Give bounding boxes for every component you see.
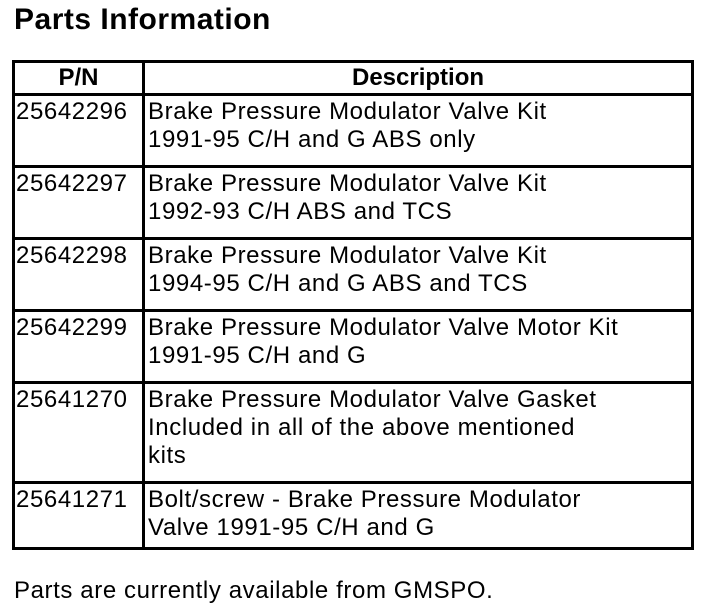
part-number-cell: 25642298 xyxy=(14,239,144,311)
description-line: Bolt/screw - Brake Pressure Modulator xyxy=(148,486,582,513)
table-row xyxy=(14,239,693,311)
description-cell xyxy=(144,95,693,167)
availability-note: Parts are currently available from GMSPO. xyxy=(14,577,494,604)
description-line: 1991-95 C/H and G ABS only xyxy=(148,126,476,153)
column-header-description: Description xyxy=(144,62,693,95)
column-header-pn: P/N xyxy=(14,62,144,95)
part-number-cell: 25642299 xyxy=(14,311,144,383)
description-cell xyxy=(144,483,693,549)
description-line: Brake Pressure Modulator Valve Gasket xyxy=(148,386,597,413)
description-line: Brake Pressure Modulator Valve Kit xyxy=(148,170,547,197)
part-number-cell: 25642296 xyxy=(14,95,144,167)
table-row xyxy=(14,383,693,483)
description-cell xyxy=(144,239,693,311)
description-line: kits xyxy=(148,442,187,469)
table-row xyxy=(14,95,693,167)
description-line: Brake Pressure Modulator Valve Motor Kit xyxy=(148,314,619,341)
part-number-cell: 25641271 xyxy=(14,483,144,549)
description-cell xyxy=(144,167,693,239)
description-line: 1991-95 C/H and G xyxy=(148,342,367,369)
description-line: Included in all of the above mentioned xyxy=(148,414,576,441)
description-line: 1992-93 C/H ABS and TCS xyxy=(148,198,453,225)
parts-table xyxy=(12,60,694,550)
description-cell xyxy=(144,383,693,483)
table-row xyxy=(14,311,693,383)
description-cell xyxy=(144,311,693,383)
table-header-row xyxy=(14,62,693,95)
description-line: Brake Pressure Modulator Valve Kit xyxy=(148,242,547,269)
part-number-cell: 25641270 xyxy=(14,383,144,483)
page-title: Parts Information xyxy=(14,3,271,36)
table-row xyxy=(14,483,693,549)
part-number-cell: 25642297 xyxy=(14,167,144,239)
description-line: Brake Pressure Modulator Valve Kit xyxy=(148,98,547,125)
description-line: 1994-95 C/H and G ABS and TCS xyxy=(148,270,528,297)
description-line: Valve 1991-95 C/H and G xyxy=(148,514,435,541)
table-row xyxy=(14,167,693,239)
